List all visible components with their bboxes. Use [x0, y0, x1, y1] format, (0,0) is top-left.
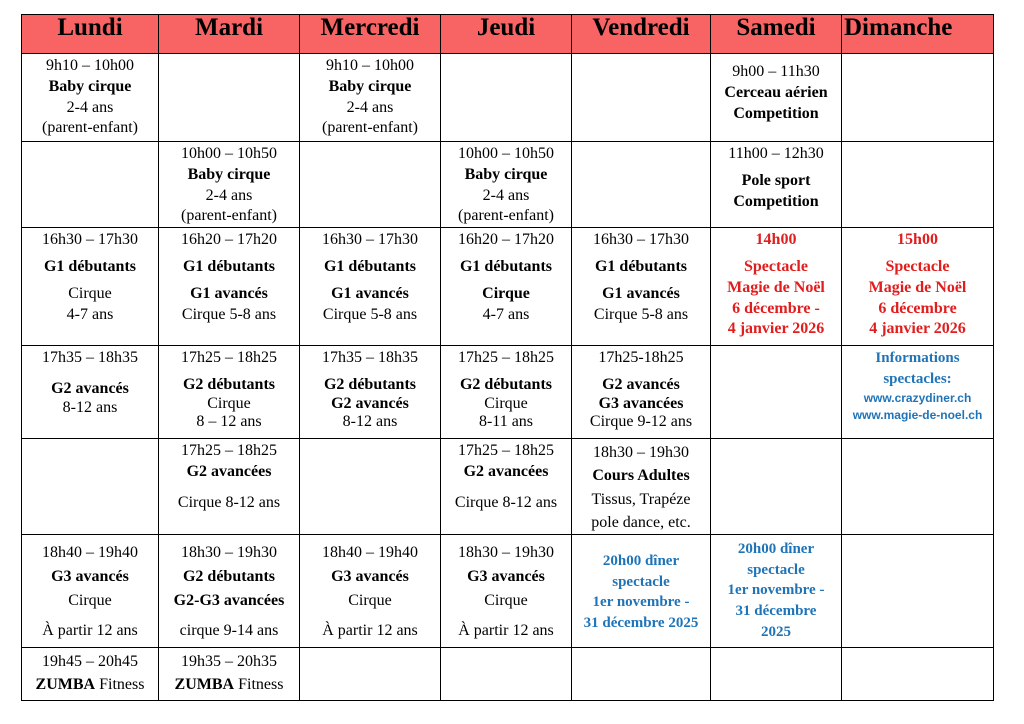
cell-r5-mercredi [300, 439, 441, 535]
cell-r7-dimanche [842, 647, 994, 700]
table-row [22, 228, 994, 346]
table-row [22, 439, 994, 535]
cell-r6-vendredi: 20h00 dîner spectacle 1er novembre - 31 décembre 2025 [572, 534, 711, 647]
cell-r5-samedi [711, 439, 842, 535]
table-row [22, 142, 994, 228]
cell-r3-vendredi: 16h30 – 17h30 G1 débutants G1 avancés Cirque 5-8 ans [572, 228, 711, 346]
header-row [22, 15, 994, 54]
cell-r2-mardi: 10h00 – 10h50 Baby cirque 2-4 ans (parent-enfant) [159, 142, 300, 228]
day-header-mercredi: Mercredi [300, 15, 441, 54]
cell-r1-vendredi [572, 54, 711, 142]
cell-r5-dimanche [842, 439, 994, 535]
cell-r3-jeudi: 16h20 – 17h20 G1 débutants Cirque 4-7 ans [441, 228, 572, 346]
day-header-jeudi: Jeudi [441, 15, 572, 54]
cell-r6-samedi: 20h00 dîner spectacle 1er novembre - 31 décembre 2025 [711, 534, 842, 647]
cell-r1-mardi [159, 54, 300, 142]
cell-r6-dimanche [842, 534, 994, 647]
cell-r4-samedi [711, 346, 842, 439]
cell-r1-mercredi: 9h10 – 10h00 Baby cirque 2-4 ans (parent-enfant) [300, 54, 441, 142]
cell-r6-lundi: 18h40 – 19h40 G3 avancés Cirque À partir 12 ans [22, 534, 159, 647]
cell-r4-mardi: 17h25 – 18h25 G2 débutants Cirque 8 – 12 ans [159, 346, 300, 439]
cell-r2-mercredi [300, 142, 441, 228]
cell-r1-jeudi [441, 54, 572, 142]
cell-r3-dimanche: 15h00 Spectacle Magie de Noël 6 décembre 4 janvier 2026 [842, 228, 994, 346]
cell-r2-jeudi: 10h00 – 10h50 Baby cirque 2-4 ans (parent-enfant) [441, 142, 572, 228]
day-header-mardi: Mardi [159, 15, 300, 54]
cell-r2-samedi: 11h00 – 12h30 Pole sport Competition [711, 142, 842, 228]
cell-r7-mercredi [300, 647, 441, 700]
table-row [22, 647, 994, 700]
table-row [22, 54, 994, 142]
cell-r3-samedi: 14h00 Spectacle Magie de Noël 6 décembre - 4 janvier 2026 [711, 228, 842, 346]
cell-r4-jeudi: 17h25 – 18h25 G2 débutants Cirque 8-11 ans [441, 346, 572, 439]
day-header-samedi: Samedi [711, 15, 842, 54]
day-header-vendredi: Vendredi [572, 15, 711, 54]
table-row [22, 534, 994, 647]
cell-r4-vendredi: 17h25-18h25 G2 avancés G3 avancées Cirque 9-12 ans [572, 346, 711, 439]
cell-r2-lundi [22, 142, 159, 228]
cell-r7-samedi [711, 647, 842, 700]
cell-r6-mardi: 18h30 – 19h30 G2 débutants G2-G3 avancées cirque 9-14 ans [159, 534, 300, 647]
cell-r1-dimanche [842, 54, 994, 142]
cell-r5-lundi [22, 439, 159, 535]
cell-r5-jeudi: 17h25 – 18h25 G2 avancées Cirque 8-12 ans [441, 439, 572, 535]
cell-r4-mercredi: 17h35 – 18h35 G2 débutants G2 avancés 8-12 ans [300, 346, 441, 439]
cell-r5-mardi: 17h25 – 18h25 G2 avancées Cirque 8-12 ans [159, 439, 300, 535]
cell-r4-lundi: 17h35 – 18h35 G2 avancés 8-12 ans [22, 346, 159, 439]
cell-r3-mardi: 16h20 – 17h20 G1 débutants G1 avancés Cirque 5-8 ans [159, 228, 300, 346]
day-header-lundi: Lundi [22, 15, 159, 54]
day-header-dimanche: Dimanche [842, 15, 994, 54]
link-crazydiner[interactable]: www.crazydiner.ch [863, 390, 972, 405]
cell-r2-dimanche [842, 142, 994, 228]
cell-r3-lundi: 16h30 – 17h30 G1 débutants Cirque 4-7 ans [22, 228, 159, 346]
cell-r4-dimanche: Informations spectacles: www.crazydiner.ch www.magie-de-noel.ch [842, 346, 994, 439]
cell-r7-mardi: 19h35 – 20h35 ZUMBA Fitness [159, 647, 300, 700]
cell-r1-lundi: 9h10 – 10h00 Baby cirque 2-4 ans (parent-enfant) [22, 54, 159, 142]
table-row [22, 346, 994, 439]
cell-r6-jeudi: 18h30 – 19h30 G3 avancés Cirque À partir 12 ans [441, 534, 572, 647]
link-magie-de-noel[interactable]: www.magie-de-noel.ch [852, 407, 983, 422]
schedule-table [21, 14, 994, 701]
cell-r5-vendredi: 18h30 – 19h30 Cours Adultes Tissus, Trapéze pole dance, etc. [572, 439, 711, 535]
cell-r1-samedi: 9h00 – 11h30 Cerceau aérien Competition [711, 54, 842, 142]
cell-r3-mercredi: 16h30 – 17h30 G1 débutants G1 avancés Cirque 5-8 ans [300, 228, 441, 346]
cell-r7-jeudi [441, 647, 572, 700]
cell-r7-lundi: 19h45 – 20h45 ZUMBA Fitness [22, 647, 159, 700]
cell-r7-vendredi [572, 647, 711, 700]
cell-r2-vendredi [572, 142, 711, 228]
cell-r6-mercredi: 18h40 – 19h40 G3 avancés Cirque À partir 12 ans [300, 534, 441, 647]
